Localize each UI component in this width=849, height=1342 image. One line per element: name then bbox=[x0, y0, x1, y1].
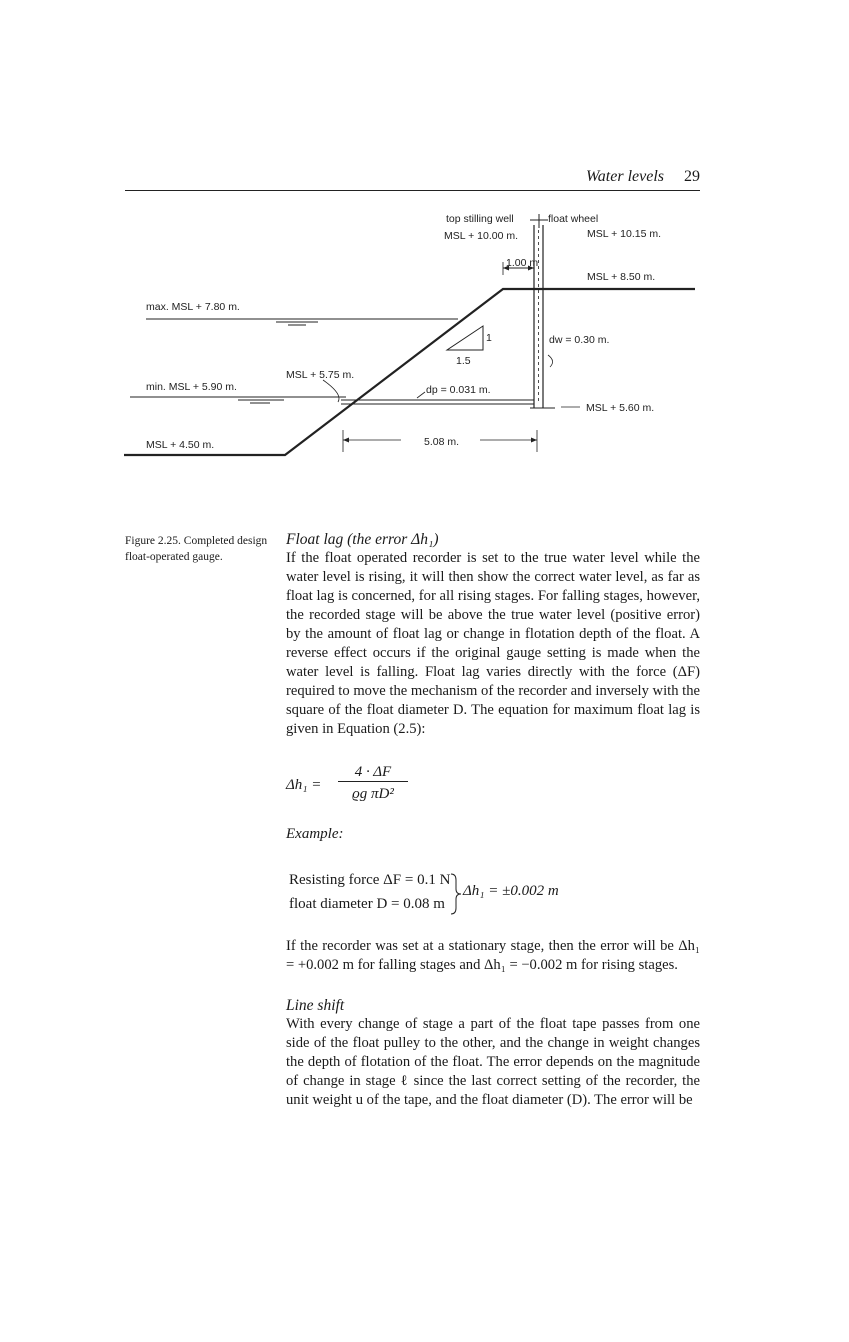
error-paragraph-block bbox=[286, 937, 700, 975]
label-top-msl: MSL + 10.00 m. bbox=[444, 230, 519, 242]
brace-icon bbox=[449, 872, 463, 916]
example-result: Δh₁ = ±0.002 m bbox=[463, 883, 559, 899]
dim-508-arrow-r bbox=[531, 438, 537, 443]
section-heading: Float lag (the error Δh₁) bbox=[286, 531, 439, 548]
label-slope-h: 1.5 bbox=[456, 355, 471, 367]
section-float-lag bbox=[286, 530, 700, 739]
label-dim-100: 1.00 m bbox=[506, 257, 539, 269]
label-top-stilling-well: top stilling well bbox=[446, 213, 514, 225]
dp-leader bbox=[417, 392, 425, 398]
section-heading-line-shift: Line shift bbox=[286, 997, 345, 1014]
label-pipe-msl: MSL + 5.75 m. bbox=[286, 369, 355, 381]
figure-caption: Figure 2.25. Completed design float-operated gauge. bbox=[125, 535, 268, 563]
example-block bbox=[289, 872, 569, 916]
equation-numerator: 4 · ΔF bbox=[338, 764, 408, 782]
example-label: Example: bbox=[286, 826, 344, 842]
example-line-2: float diameter D = 0.08 m bbox=[289, 896, 445, 912]
equation-denominator: ϱg πD² bbox=[352, 786, 394, 802]
label-min-msl: min. MSL + 5.90 m. bbox=[146, 381, 237, 393]
pipe-leader bbox=[323, 380, 339, 402]
equation-lhs: Δh₁ = bbox=[286, 777, 322, 793]
running-title: Water levels bbox=[585, 168, 664, 185]
label-dim-508: 5.08 m. bbox=[424, 436, 460, 448]
ground-profile bbox=[124, 289, 695, 455]
float-gauge-diagram bbox=[0, 200, 849, 480]
label-dp: dp = 0.031 m. bbox=[426, 384, 491, 396]
label-float-wheel: float wheel bbox=[548, 213, 599, 225]
error-paragraph: If the recorder was set at a stationary stage, then the error will be Δh₁ = +0.002 m for falling stages and Δh₁ = −0.002 m for rising stages. bbox=[286, 938, 700, 973]
label-wheel-msl: MSL + 10.15 m. bbox=[587, 228, 662, 240]
page-number: 29 bbox=[684, 168, 700, 185]
example-line-1: Resisting force ΔF = 0.1 N bbox=[289, 872, 451, 888]
page-header bbox=[125, 166, 700, 191]
label-slope-v: 1 bbox=[486, 332, 492, 344]
slope-triangle bbox=[447, 326, 483, 350]
label-bank-msl: MSL + 8.50 m. bbox=[587, 271, 656, 283]
line-shift-paragraph: With every change of stage a part of the float tape passes from one side of the float pulley to the other, and the change in weight changes the depth of flotation of the float. The error depends on the magnitude of change in stage ℓ since the last correct setting of the recorder, the unit weight u of the tape, and the float diameter (D). The error will be bbox=[286, 1016, 700, 1108]
label-max-msl: max. MSL + 7.80 m. bbox=[146, 301, 240, 313]
dim-508-arrow-l bbox=[343, 438, 349, 443]
body-paragraph: If the float operated recorder is set to the true water level while the water level is rising, it will then show the correct water level, as far as float lag is concerned, for all rising stages. For falling stages, however, the recorded stage will be above the true water level (positive error) by the amount of float lag or change in flotation depth of the float. A reverse effect occurs if the original gauge setting is made when the water level is falling. Float lag varies directly with the force (ΔF) required to move the mechanism of the recorder and inversely with the square of the float diameter D. The equation for maximum float lag is given in Equation (2.5): bbox=[286, 550, 700, 737]
dw-leader bbox=[548, 355, 553, 367]
label-well-bottom-msl: MSL + 5.60 m. bbox=[586, 402, 655, 414]
equation-float-lag bbox=[286, 764, 416, 814]
label-dw: dw = 0.30 m. bbox=[549, 334, 610, 346]
label-bed-msl: MSL + 4.50 m. bbox=[146, 439, 215, 451]
section-line-shift bbox=[286, 996, 700, 1110]
